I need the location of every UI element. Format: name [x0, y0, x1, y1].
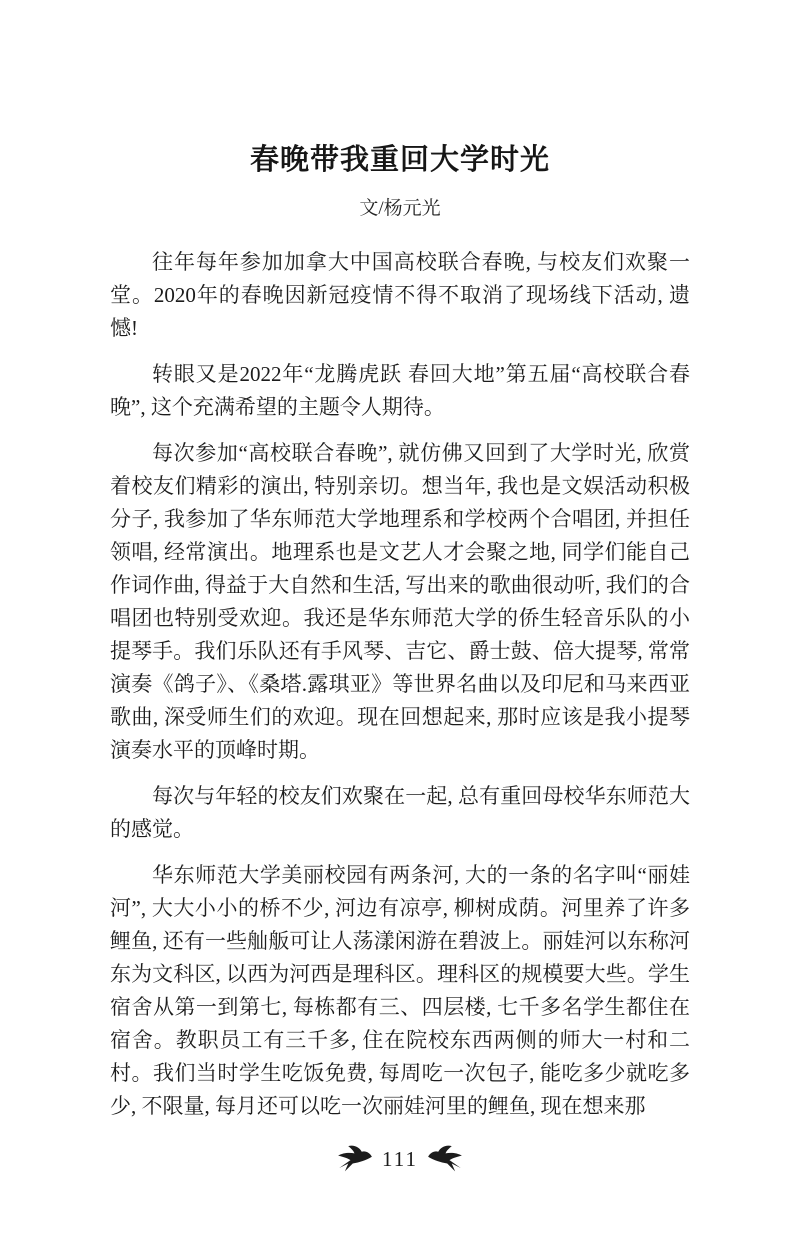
paragraph: 每次参加“高校联合春晚”, 就仿佛又回到了大学时光, 欣赏着校友们精彩的演出, 特别亲切。想当年, 我也是文娱活动积极分子, 我参加了华东师范大学地理系和学校两个合唱团, 并担任领唱, 经常演出。地理系也是文艺人才会聚之地, 同学们能自己作词作曲, 得益于大自然和生活, 写出来的歌曲很动听, 我们的合唱团也特别受欢迎。我还是华东师范大学的侨生轻音乐队的小提琴手。我们乐队还有手风琴、吉它、爵士鼓、倍大提琴, 常常演奏《鸽子》、《桑塔.露琪亚》等世界名曲以及印尼和马来西亚歌曲, 深受师生们的欢迎。现在回想起来, 那时应该是我小提琴演奏水平的顶峰时期。 [110, 441, 690, 762]
paragraph: 转眼又是2022年“龙腾虎跃 春回大地”第五届“高校联合春晚”, 这个充满希望的主题令人期待。 [110, 362, 690, 419]
paragraph: 每次与年轻的校友们欢聚在一起, 总有重回母校华东师范大的感觉。 [110, 784, 690, 841]
article-body [110, 246, 690, 1123]
paragraph: 华东师范大学美丽校园有两条河, 大的一条的名字叫“丽娃河”, 大大小小的桥不少, 河边有凉亭, 柳树成荫。河里养了许多鲤鱼, 还有一些舢舨可让人荡漾闲游在碧波上。丽娃河以东称河东为文科区, 以西为河西是理科区。理科区的规模要大些。学生宿舍从第一到第七, 每栋都有三、四层楼, 七千多名学生都住在宿舍。教职员工有三千多, 住在院校东西两侧的师大一村和二村。我们当时学生吃饭免费, 每周吃一次包子, 能吃多少就吃多少, 不限量, 每月还可以吃一次丽娃河里的鲤鱼, 现在想来那 [110, 863, 690, 1118]
article [110, 0, 690, 1123]
swallow-left-icon [337, 1144, 373, 1174]
article-byline: 文/杨元光 [359, 198, 441, 219]
swallow-right-icon [427, 1144, 463, 1174]
paragraph: 往年每年参加加拿大中国高校联合春晚, 与校友们欢聚一堂。2020年的春晚因新冠疫情不得不取消了现场线下活动, 遗憾! [110, 250, 690, 340]
page-number: 111 [382, 1147, 418, 1171]
article-title: 春晚带我重回大学时光 [249, 144, 550, 176]
page-footer [0, 1144, 800, 1174]
